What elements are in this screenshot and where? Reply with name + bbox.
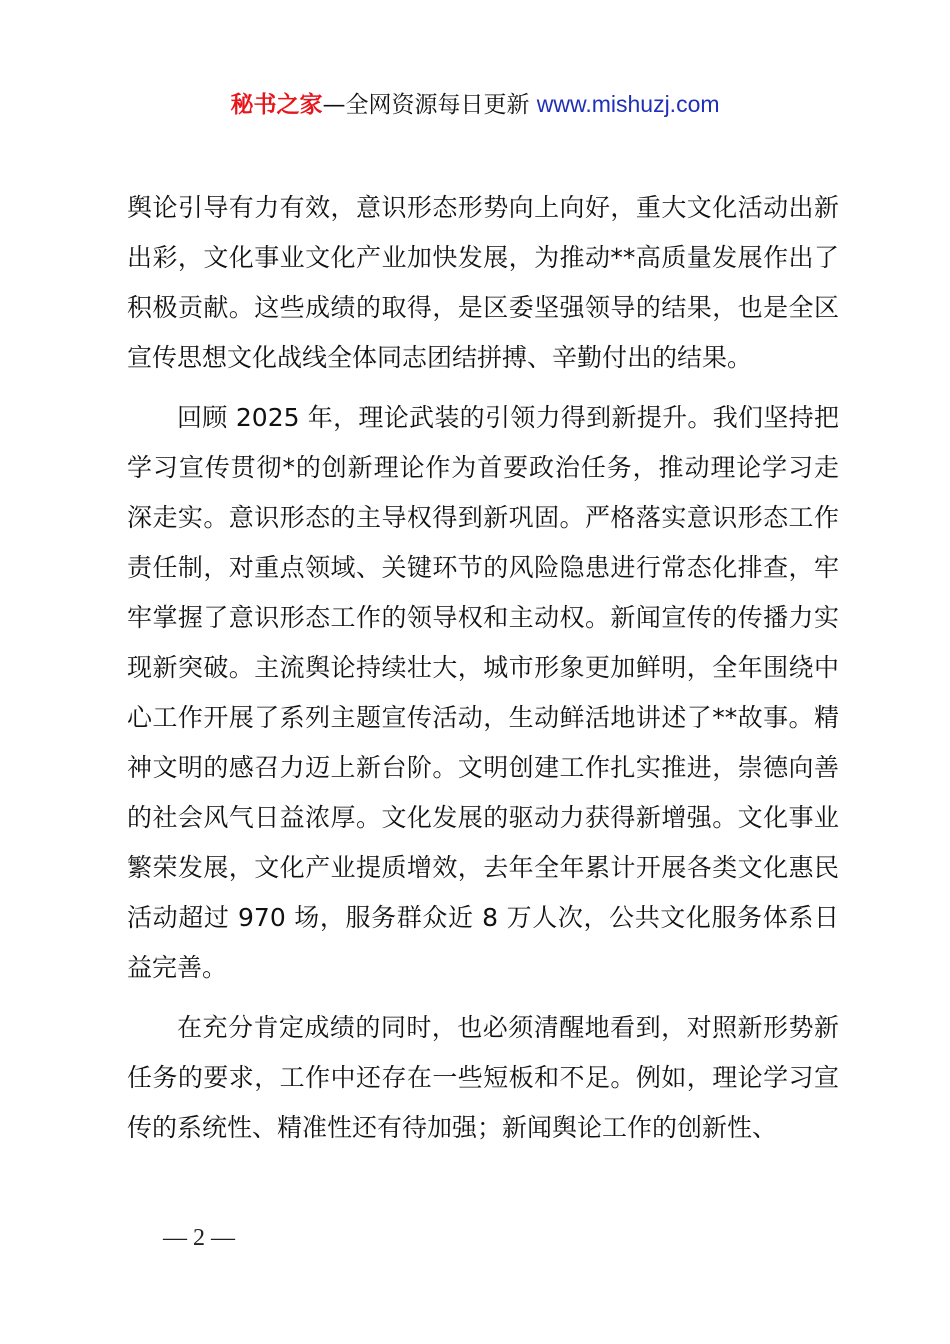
site-url[interactable]: www.mishuzj.com [536,91,720,117]
paragraph-review-2025: 回顾 2025 年，理论武装的引领力得到新提升。我们坚持把学习宣传贯彻*的创新理论作为首要政治任务，推动理论学习走深走实。意识形态的主导权得到新巩固。严格落实意识形态工作责任制，对重点领域、关键环节的风险隐患进行常态化排查，牢牢掌握了意识形态工作的领导权和主动权。新闻宣传的传播力实现新突破。主流舆论持续壮大，城市形象更加鲜明，全年围绕中心工作开展了系列主题宣传活动，生动鲜活地讲述了**故事。精神文明的感召力迈上新台阶。文明创建工作扎实推进，崇德向善的社会风气日益浓厚。文化发展的驱动力获得新增强。文化事业繁荣发展，文化产业提质增效，去年全年累计开展各类文化惠民活动超过 970 场，服务群众近 8 万人次，公共文化服务体系日益完善。 [127,403,839,982]
header-slogan: —全网资源每日更新 [322,92,530,118]
document-body [127,183,839,1153]
site-header [0,86,950,123]
page-number: — 2 — [163,1225,235,1251]
paragraph-continued: 舆论引导有力有效，意识形态形势向上向好，重大文化活动出新出彩，文化事业文化产业加快发展，为推动**高质量发展作出了积极贡献。这些成绩的取得，是区委坚强领导的结果，也是全区宣传思想文化战线全体同志团结拼搏、辛勤付出的结果。 [127,193,839,372]
brand-name: 秘书之家 [230,92,323,118]
paragraph-shortcomings: 在充分肯定成绩的同时，也必须清醒地看到，对照新形势新任务的要求，工作中还存在一些短板和不足。例如，理论学习宣传的系统性、精准性还有待加强；新闻舆论工作的创新性、 [127,1013,839,1142]
